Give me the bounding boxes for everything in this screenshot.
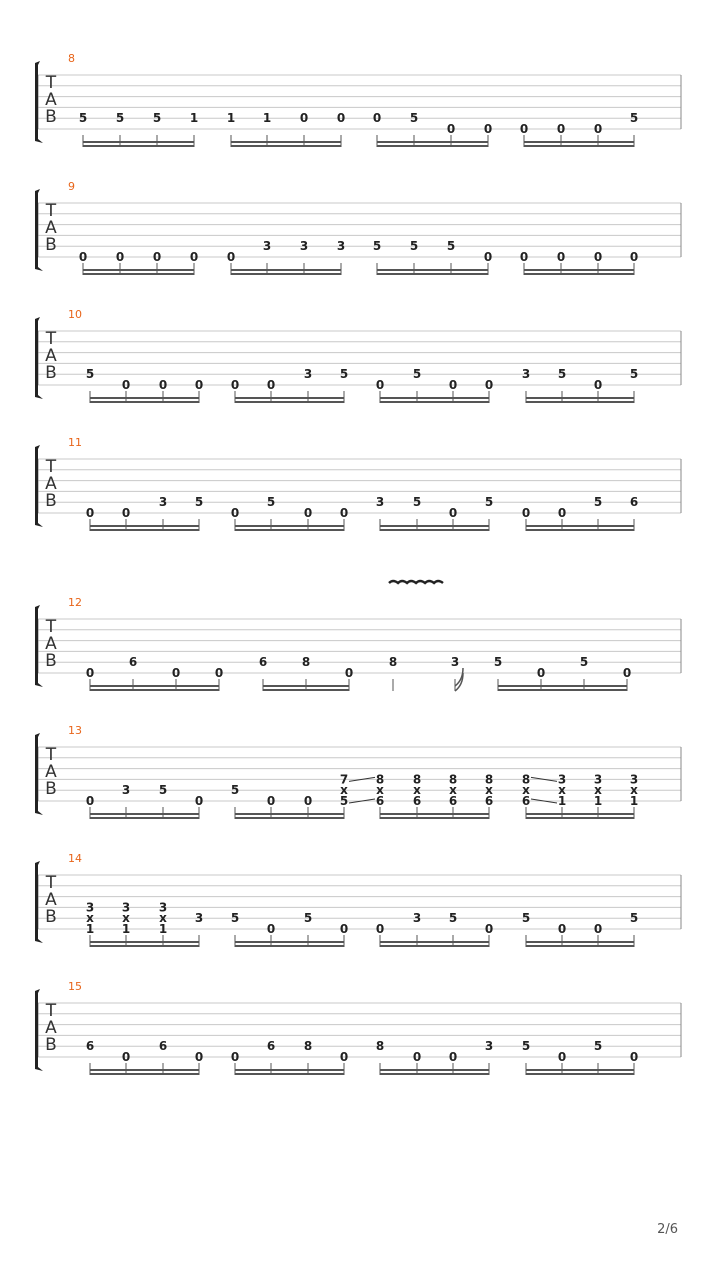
system-bracket — [35, 317, 43, 399]
fret-number: 6 — [158, 1039, 168, 1054]
fret-number: 0 — [78, 250, 88, 264]
fret-number: 3 — [375, 495, 385, 510]
fret-number: 5 — [412, 367, 422, 382]
fret-number: 8 — [484, 772, 494, 787]
fret-number: 0 — [158, 378, 168, 392]
beam — [380, 525, 489, 527]
beam — [377, 145, 488, 147]
fret-number: 3 — [85, 900, 95, 915]
fret-number: 8 — [412, 772, 422, 787]
fret-number: 0 — [171, 666, 181, 680]
beam — [526, 941, 634, 943]
page-number: 2/6 — [657, 1222, 678, 1237]
fret-number: 0 — [375, 922, 385, 936]
fret-number: 3 — [121, 783, 131, 798]
fret-number: 3 — [593, 772, 603, 787]
fret-number: 3 — [521, 367, 531, 382]
fret-number: 6 — [521, 794, 531, 808]
fret-number: 5 — [521, 1039, 531, 1054]
beam — [380, 401, 489, 403]
fret-number: 5 — [593, 1039, 603, 1054]
beam — [235, 529, 344, 531]
fret-number: x — [630, 783, 638, 798]
tab-clef-letter: B — [45, 907, 57, 927]
fret-number: 0 — [412, 1050, 422, 1064]
fret-number: 0 — [121, 1050, 131, 1064]
fret-number: 0 — [266, 378, 276, 392]
tab-clef-letter: T — [45, 329, 57, 349]
fret-number: 5 — [230, 911, 240, 926]
fret-number: 0 — [226, 250, 236, 264]
fret-number: 5 — [230, 783, 240, 798]
fret-number: 0 — [230, 378, 240, 392]
beam — [526, 945, 634, 947]
beam — [235, 817, 344, 819]
vibrato-icon — [389, 581, 443, 583]
fret-number: 0 — [557, 922, 567, 936]
fret-number: 8 — [448, 772, 458, 787]
fret-number: 8 — [521, 772, 531, 787]
beam — [83, 141, 194, 143]
fret-number: 0 — [214, 666, 224, 680]
fret-number: 5 — [629, 111, 639, 126]
fret-number: 3 — [194, 911, 204, 926]
beam — [526, 397, 634, 399]
fret-number: 0 — [339, 506, 349, 520]
beam — [90, 397, 199, 399]
beam — [90, 813, 199, 815]
beam — [380, 817, 489, 819]
fret-number: x — [122, 911, 130, 926]
fret-number: 0 — [194, 794, 204, 808]
beam — [524, 145, 634, 147]
fret-number: 3 — [629, 772, 639, 787]
fret-number: 5 — [303, 911, 313, 926]
fret-number: 0 — [230, 1050, 240, 1064]
fret-number: 0 — [484, 378, 494, 392]
beam — [380, 945, 489, 947]
fret-number: x — [413, 783, 421, 798]
system-bracket — [35, 445, 43, 527]
fret-number: 5 — [593, 495, 603, 510]
fret-number: 6 — [412, 794, 422, 808]
measure-number: 12 — [68, 596, 82, 609]
beam — [380, 1069, 489, 1071]
fret-number: 5 — [266, 495, 276, 510]
fret-number: 0 — [629, 1050, 639, 1064]
fret-number: 0 — [483, 122, 493, 136]
fret-number: 0 — [593, 378, 603, 392]
system-bracket — [35, 733, 43, 815]
tab-clef-letter: B — [45, 1035, 57, 1055]
fret-number: 0 — [339, 922, 349, 936]
fret-number: 5 — [372, 239, 382, 254]
fret-number: 5 — [446, 239, 456, 254]
fret-number: 5 — [115, 111, 125, 126]
fret-number: 0 — [519, 122, 529, 136]
tab-clef-letter: A — [45, 346, 57, 366]
fret-number: 3 — [450, 655, 460, 670]
beam — [380, 941, 489, 943]
fret-number: 8 — [303, 1039, 313, 1054]
fret-number: 3 — [336, 239, 346, 254]
beam — [380, 1073, 489, 1075]
beam — [263, 689, 349, 691]
fret-number: 6 — [375, 794, 385, 808]
tab-clef-letter: A — [45, 90, 57, 110]
tab-clef-letter: A — [45, 474, 57, 494]
beam — [90, 817, 199, 819]
tab-clef-letter: B — [45, 363, 57, 383]
fret-number: 0 — [85, 506, 95, 520]
beam — [83, 269, 194, 271]
fret-number: 0 — [593, 922, 603, 936]
fret-number: 1 — [262, 111, 272, 126]
fret-number: 3 — [158, 495, 168, 510]
fret-number: 5 — [339, 367, 349, 382]
beam — [235, 401, 344, 403]
fret-number: 0 — [557, 1050, 567, 1064]
fret-number: 6 — [629, 495, 639, 510]
fret-number: 1 — [121, 922, 131, 936]
beam — [235, 525, 344, 527]
tab-clef-letter: T — [45, 457, 57, 477]
tab-clef-letter: B — [45, 651, 57, 671]
tab-clef-letter: B — [45, 235, 57, 255]
tab-clef-letter: A — [45, 890, 57, 910]
beam — [235, 1069, 344, 1071]
system-bracket — [35, 61, 43, 143]
tab-clef-letter: B — [45, 491, 57, 511]
fret-number: 0 — [85, 666, 95, 680]
fret-number: 0 — [556, 122, 566, 136]
fret-number: 0 — [521, 506, 531, 520]
beam — [235, 397, 344, 399]
fret-number: 0 — [266, 922, 276, 936]
fret-number: 3 — [121, 900, 131, 915]
fret-number: 8 — [388, 655, 398, 670]
fret-number: 0 — [299, 111, 309, 126]
fret-number: 0 — [448, 378, 458, 392]
tab-clef-letter: A — [45, 634, 57, 654]
fret-number: 5 — [339, 794, 349, 808]
beam — [90, 1073, 199, 1075]
fret-number: 5 — [629, 367, 639, 382]
fret-number: 0 — [121, 506, 131, 520]
fret-number: 0 — [115, 250, 125, 264]
measure-number: 9 — [68, 180, 75, 193]
fret-number: 1 — [226, 111, 236, 126]
fret-number: 5 — [152, 111, 162, 126]
fret-number: 0 — [344, 666, 354, 680]
measure-number: 11 — [68, 436, 82, 449]
beam — [263, 685, 349, 687]
beam — [235, 813, 344, 815]
beam — [377, 269, 488, 271]
fret-number: 1 — [629, 794, 639, 808]
fret-number: 5 — [78, 111, 88, 126]
fret-number: x — [340, 783, 348, 798]
fret-number: 0 — [629, 250, 639, 264]
fret-number: 0 — [446, 122, 456, 136]
fret-number: 6 — [258, 655, 268, 670]
beam — [90, 401, 199, 403]
tab-clef-letter: A — [45, 762, 57, 782]
measure-number: 13 — [68, 724, 82, 737]
beam — [90, 689, 219, 691]
fret-number: 1 — [557, 794, 567, 808]
beam — [235, 941, 344, 943]
fret-number: 5 — [412, 495, 422, 510]
fret-number: 5 — [484, 495, 494, 510]
fret-number: 0 — [536, 666, 546, 680]
fret-number: 1 — [189, 111, 199, 126]
measure-number: 10 — [68, 308, 82, 321]
beam — [526, 525, 634, 527]
fret-number: 7 — [339, 772, 349, 787]
fret-number: 0 — [622, 666, 632, 680]
tab-clef-letter: B — [45, 107, 57, 127]
beam — [526, 1069, 634, 1071]
fret-number: x — [485, 783, 493, 798]
beam — [524, 141, 634, 143]
fret-number: 0 — [339, 1050, 349, 1064]
fret-number: 6 — [484, 794, 494, 808]
fret-number: 0 — [519, 250, 529, 264]
tab-clef-letter: T — [45, 201, 57, 221]
tab-clef-letter: T — [45, 873, 57, 893]
fret-number: 0 — [303, 506, 313, 520]
fret-number: 3 — [557, 772, 567, 787]
tab-clef-letter: T — [45, 1001, 57, 1021]
beam — [90, 525, 199, 527]
fret-number: 0 — [230, 506, 240, 520]
tab-clef-letter: T — [45, 745, 57, 765]
fret-number: 0 — [194, 378, 204, 392]
fret-number: 0 — [483, 250, 493, 264]
beam — [235, 1073, 344, 1075]
fret-number: 5 — [85, 367, 95, 382]
fret-number: 5 — [493, 655, 503, 670]
system-bracket — [35, 861, 43, 943]
fret-number: 5 — [409, 111, 419, 126]
fret-number: 1 — [158, 922, 168, 936]
fret-number: x — [449, 783, 457, 798]
fret-number: 5 — [448, 911, 458, 926]
fret-number: 3 — [158, 900, 168, 915]
beam — [377, 273, 488, 275]
fret-number: 5 — [521, 911, 531, 926]
fret-number: 0 — [556, 250, 566, 264]
beam — [526, 813, 634, 815]
beam — [90, 1069, 199, 1071]
fret-number: 1 — [85, 922, 95, 936]
beam — [524, 273, 634, 275]
beam — [90, 945, 199, 947]
beam — [380, 813, 489, 815]
tab-clef-letter: T — [45, 617, 57, 637]
fret-number: 0 — [152, 250, 162, 264]
measure-number: 15 — [68, 980, 82, 993]
fret-number: 3 — [299, 239, 309, 254]
system-bracket — [35, 989, 43, 1071]
fret-number: 5 — [629, 911, 639, 926]
fret-number: 3 — [484, 1039, 494, 1054]
fret-number: 0 — [303, 794, 313, 808]
fret-number: 5 — [158, 783, 168, 798]
fret-number: x — [558, 783, 566, 798]
fret-number: 8 — [375, 1039, 385, 1054]
beam — [380, 397, 489, 399]
fret-number: x — [159, 911, 167, 926]
beam — [526, 529, 634, 531]
fret-number: 0 — [593, 122, 603, 136]
fret-number: x — [376, 783, 384, 798]
beam — [526, 1073, 634, 1075]
fret-number: 6 — [128, 655, 138, 670]
beam — [90, 685, 219, 687]
fret-number: 3 — [412, 911, 422, 926]
beam — [83, 145, 194, 147]
beam — [231, 269, 341, 271]
beam — [231, 145, 341, 147]
fret-number: 3 — [262, 239, 272, 254]
beam — [231, 273, 341, 275]
beam — [90, 529, 199, 531]
fret-number: 0 — [448, 506, 458, 520]
fret-number: 5 — [409, 239, 419, 254]
beam — [498, 689, 627, 691]
tab-clef-letter: B — [45, 779, 57, 799]
beam — [235, 945, 344, 947]
fret-number: x — [522, 783, 530, 798]
tab-clef-letter: A — [45, 1018, 57, 1038]
fret-number: 0 — [189, 250, 199, 264]
system-bracket — [35, 189, 43, 271]
beam — [83, 273, 194, 275]
fret-number: 0 — [121, 378, 131, 392]
beam — [498, 685, 627, 687]
fret-number: 0 — [266, 794, 276, 808]
beam — [524, 269, 634, 271]
fret-number: 3 — [303, 367, 313, 382]
tab-clef-letter: T — [45, 73, 57, 93]
fret-number: 0 — [557, 506, 567, 520]
beam — [526, 817, 634, 819]
fret-number: 8 — [375, 772, 385, 787]
fret-number: 6 — [266, 1039, 276, 1054]
beam — [231, 141, 341, 143]
fret-number: 0 — [336, 111, 346, 126]
fret-number: 1 — [593, 794, 603, 808]
fret-number: 0 — [372, 111, 382, 126]
system-bracket — [35, 605, 43, 687]
fret-number: 0 — [375, 378, 385, 392]
beam — [90, 941, 199, 943]
beam — [377, 141, 488, 143]
tab-clef-letter: A — [45, 218, 57, 238]
fret-number: 5 — [194, 495, 204, 510]
fret-number: 0 — [448, 1050, 458, 1064]
fret-number: 5 — [579, 655, 589, 670]
measure-number: 14 — [68, 852, 82, 865]
fret-number: 0 — [194, 1050, 204, 1064]
fret-number: 8 — [301, 655, 311, 670]
fret-number: 0 — [484, 922, 494, 936]
fret-number: x — [86, 911, 94, 926]
fret-number: 6 — [448, 794, 458, 808]
beam — [380, 529, 489, 531]
beam — [526, 401, 634, 403]
fret-number: 0 — [593, 250, 603, 264]
fret-number: 5 — [557, 367, 567, 382]
fret-number: x — [594, 783, 602, 798]
fret-number: 0 — [85, 794, 95, 808]
measure-number: 8 — [68, 52, 75, 65]
fret-number: 6 — [85, 1039, 95, 1054]
